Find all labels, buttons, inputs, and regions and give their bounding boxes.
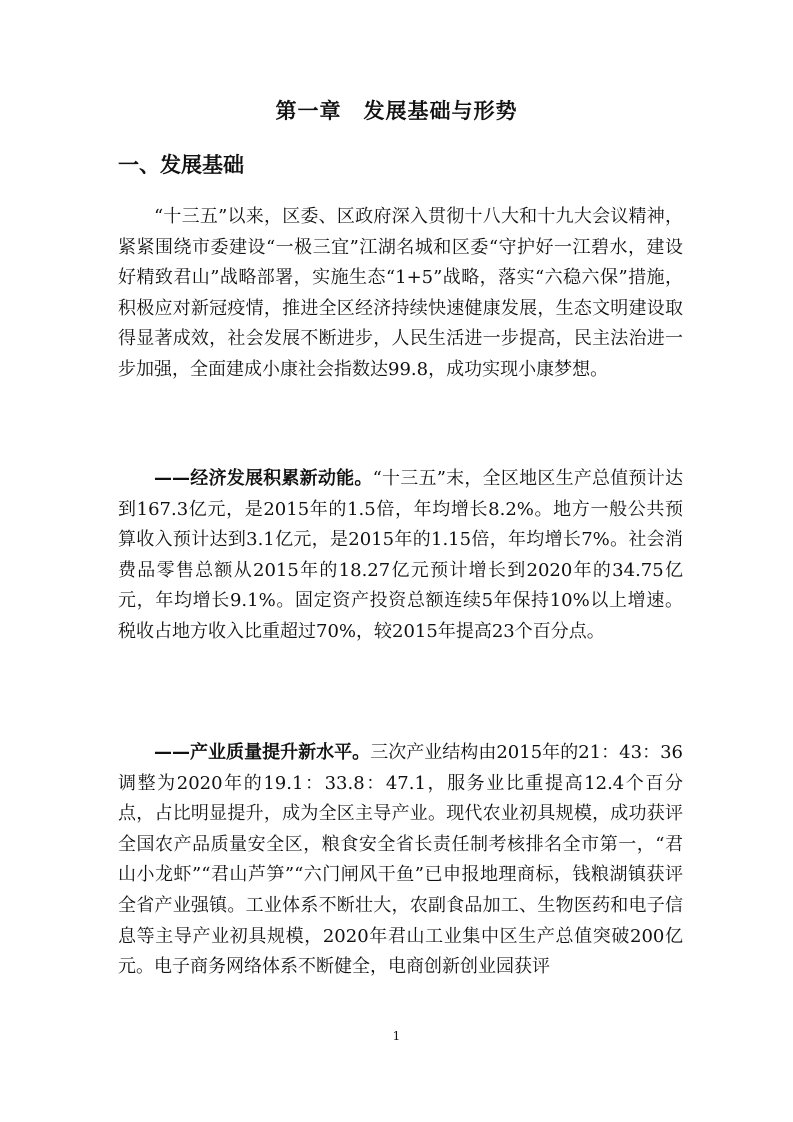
paragraph-intro — [118, 202, 683, 386]
section-heading: 一、发展基础 — [118, 153, 244, 177]
page-number: 1 — [392, 1029, 401, 1043]
paragraph-industry-lead: ——产业质量提升新水平。 — [154, 742, 371, 763]
paragraph-intro-text: “十三五”以来，区委、区政府深入贯彻十八大和十九大会议精神，紧紧围绕市委建设“一极三宜”江湖名城和区委“守护好一江碧水，建设好精致君山”战略部署，实施生态“1+5”战略，落实“六稳六保”措施，积极应对新冠疫情，推进全区经济持续快速健康发展，生态文明建设取得显著成效，社会发展不断进步，人民生活进一步提高，民主法治进一步加强，全面建成小康社会指数达99.8，成功实现小康梦想。 — [118, 206, 683, 380]
paragraph-economy — [118, 464, 683, 648]
paragraph-industry — [118, 738, 683, 983]
chapter-title: 第一章 发展基础与形势 — [275, 99, 518, 123]
paragraph-economy-text: “十三五”末，全区地区生产总值预计达到167.3亿元，是2015年的1.5倍，年均增长8.2%。地方一般公共预算收入预计达到3.1亿元，是2015年的1.15倍，年均增长7%。社会消费品零售总额从2015年的18.27亿元预计增长到2020年的34.75亿元，年均增长9.1%。固定资产投资总额连续5年保持10%以上增速。税收占地方收入比重超过70%，较2015年提高23个百分点。 — [118, 468, 683, 642]
paragraph-industry-text: 三次产业结构由2015年的21：43：36调整为2020年的19.1：33.8：47.1，服务业比重提高12.4个百分点，占比明显提升，成为全区主导产业。现代农业初具规模，成功获评全国农产品质量安全区，粮食安全省长责任制考核排名全市第一，“君山小龙虾”“君山芦笋”“六门闸风干鱼”已申报地理商标，钱粮湖镇获评全省产业强镇。工业体系不断壮大，农副食品加工、生物医药和电子信息等主导产业初具规模，2020年君山工业集中区生产总值突破200亿元。电子商务网络体系不断健全，电商创新创业园获评 — [118, 742, 684, 978]
paragraph-economy-lead: ——经济发展积累新动能。 — [154, 468, 373, 489]
